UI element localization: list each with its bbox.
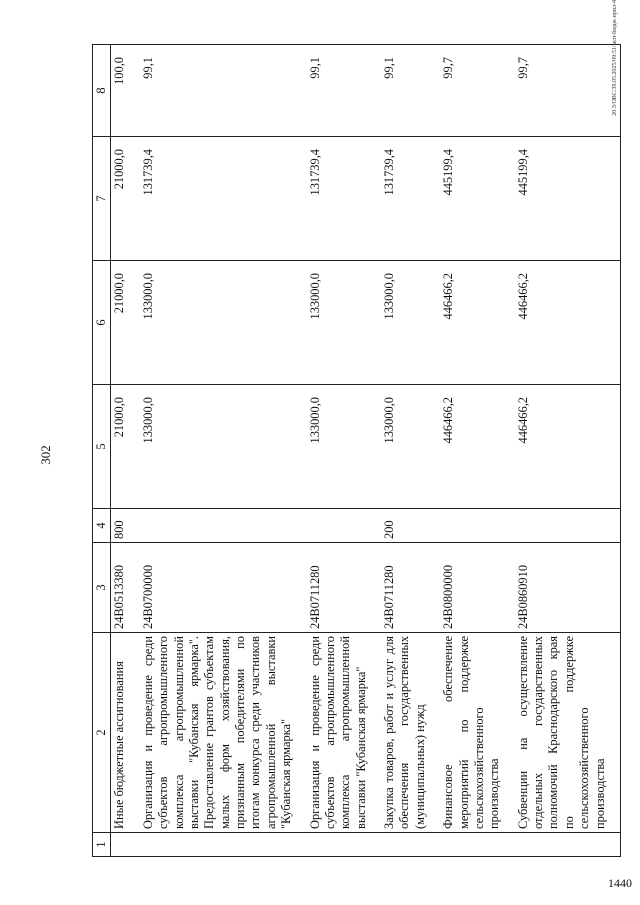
- cell-num: [307, 833, 382, 857]
- cell-value: 446466,2: [515, 385, 621, 509]
- cell-code: 24В0860910: [515, 543, 621, 633]
- table-row: [381, 45, 440, 857]
- col-header: 7: [93, 137, 111, 261]
- cell-value: 133000,0: [307, 261, 382, 385]
- cell-vr: [307, 509, 382, 543]
- budget-table: [92, 44, 621, 857]
- cell-code: 24В0513380: [111, 543, 140, 633]
- header-row: [93, 45, 111, 857]
- cell-name: Иные бюджетные ассигнования: [111, 633, 140, 833]
- cell-value: 133000,0: [381, 261, 440, 385]
- cell-value: 21000,0: [111, 137, 140, 261]
- cell-value: 131739,4: [307, 137, 382, 261]
- cell-value: 445199,4: [515, 137, 621, 261]
- cell-value: 21000,0: [111, 385, 140, 509]
- cell-code: 24В0711280: [307, 543, 382, 633]
- table-row: [140, 45, 307, 857]
- cell-name: Организация и проведение среди субъектов агропромышленного комплекса агропромышленной выставки "Кубанская ярмарка": [307, 633, 382, 833]
- sheet-number: 1440: [608, 876, 632, 890]
- cell-value: 21000,0: [111, 261, 140, 385]
- cell-code: 24В0700000: [140, 543, 307, 633]
- table-row: [440, 45, 515, 857]
- cell-value: 446466,2: [440, 261, 515, 385]
- cell-name: Организация и проведение среди субъектов агропромышленного комплекса агропромышленной выставки "Кубанская ярмарка". Предоставление грантов субъектам малых форм хозяйствования, признанным победителями по итогам конкурса среди участников агропромышленной выставки "Кубанская ярмарка": [140, 633, 307, 833]
- cell-num: [140, 833, 307, 857]
- cell-percent: 99,7: [515, 45, 621, 137]
- col-header: 5: [93, 385, 111, 509]
- table-row: [111, 45, 140, 857]
- cell-name: Субвенции на осуществление отдельных государственных полномочий Краснодарского края по поддержке сельскохозяйственного производства: [515, 633, 621, 833]
- cell-value: 446466,2: [515, 261, 621, 385]
- cell-num: [381, 833, 440, 857]
- footer-code: 20.3/ОВС/39.05.2025/09:51/мсп-бюдж-прил-4: [612, 0, 618, 116]
- cell-name: Закупка товаров, работ и услуг для обеспечения государственных (муниципальных) нужд: [381, 633, 440, 833]
- cell-num: [440, 833, 515, 857]
- cell-vr: 200: [381, 509, 440, 543]
- col-header: 4: [93, 509, 111, 543]
- cell-value: 131739,4: [140, 137, 307, 261]
- cell-name: Финансовое обеспечение мероприятий по поддержке сельскохозяйственного производства: [440, 633, 515, 833]
- cell-percent: 99,1: [140, 45, 307, 137]
- cell-percent: 99,1: [307, 45, 382, 137]
- cell-vr: [140, 509, 307, 543]
- col-header: 3: [93, 543, 111, 633]
- cell-code: 24В0800000: [440, 543, 515, 633]
- cell-value: 133000,0: [140, 385, 307, 509]
- cell-percent: 99,1: [381, 45, 440, 137]
- cell-value: 445199,4: [440, 137, 515, 261]
- col-header: 8: [93, 45, 111, 137]
- col-header: 6: [93, 261, 111, 385]
- table-row: [307, 45, 382, 857]
- cell-code: 24В0711280: [381, 543, 440, 633]
- cell-percent: 99,7: [440, 45, 515, 137]
- cell-num: [515, 833, 621, 857]
- cell-value: 133000,0: [140, 261, 307, 385]
- cell-num: [111, 833, 140, 857]
- cell-vr: [440, 509, 515, 543]
- cell-percent: 100,0: [111, 45, 140, 137]
- page-number: 302: [38, 445, 53, 465]
- cell-vr: 800: [111, 509, 140, 543]
- cell-vr: [515, 509, 621, 543]
- cell-value: 131739,4: [381, 137, 440, 261]
- cell-value: 133000,0: [381, 385, 440, 509]
- table-row: [515, 45, 621, 857]
- cell-value: 446466,2: [440, 385, 515, 509]
- cell-value: 133000,0: [307, 385, 382, 509]
- col-header: 2: [93, 633, 111, 833]
- col-header: 1: [93, 833, 111, 857]
